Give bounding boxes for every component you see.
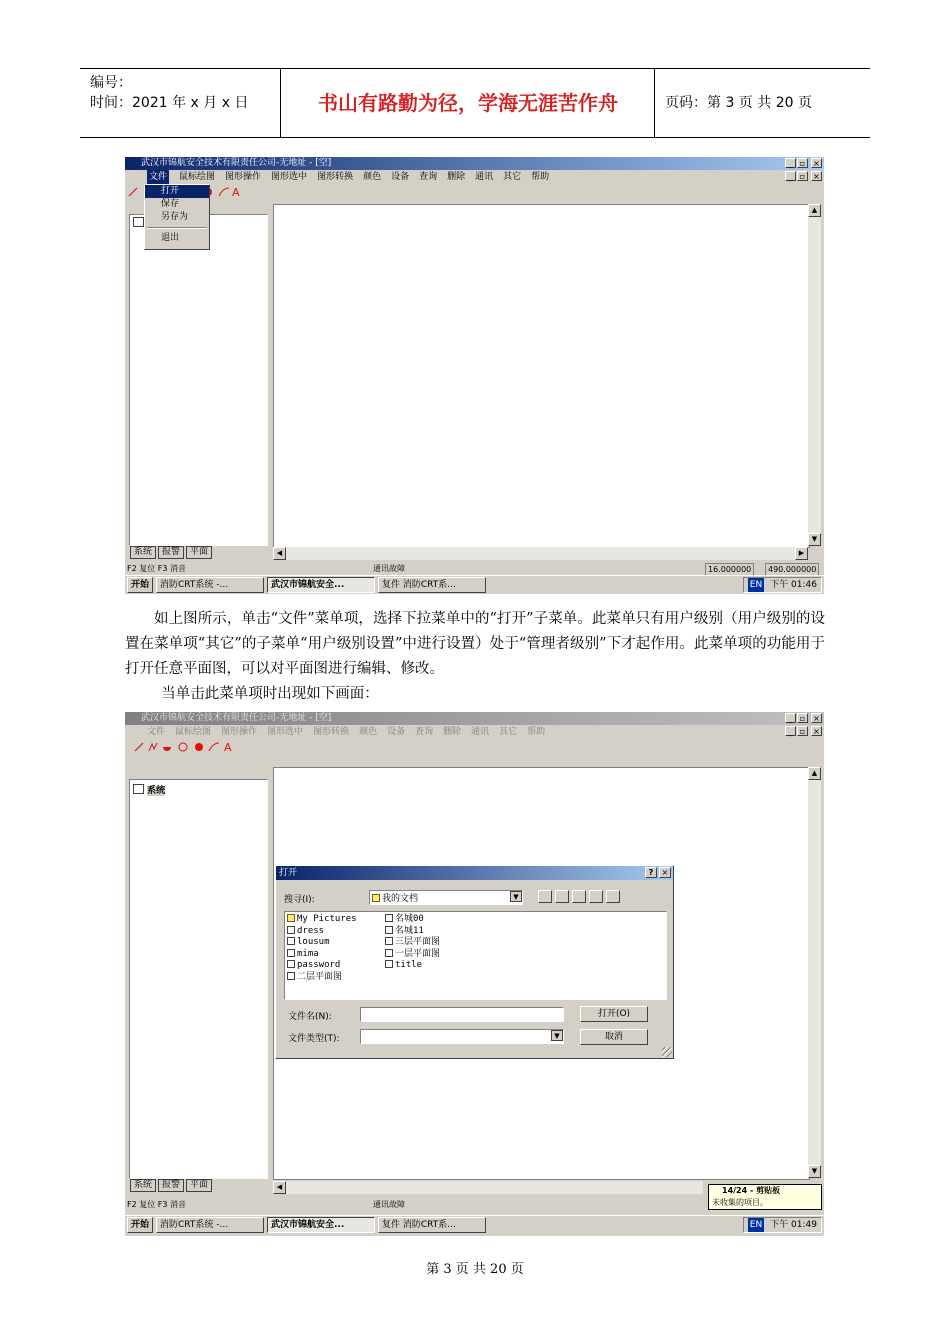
tree-panel	[129, 214, 268, 546]
image-file-icon	[385, 949, 393, 957]
file-column-2	[385, 914, 440, 972]
image-file-icon	[385, 960, 393, 968]
window-controls	[785, 713, 822, 723]
line-tool-icon[interactable]	[129, 188, 137, 196]
menu-item-exit[interactable]: 退出	[161, 233, 180, 243]
file-item[interactable]: title	[385, 960, 440, 972]
task-copy-crt[interactable]: 复件 消防CRT系...	[378, 1217, 486, 1233]
menu-shape-ops[interactable]: 图形操作	[225, 172, 262, 182]
page-header	[80, 68, 870, 138]
new-folder-icon[interactable]	[572, 890, 586, 903]
menu-separator	[147, 227, 207, 229]
restore-button[interactable]: ▫	[797, 158, 808, 168]
minimize-button[interactable]: _	[785, 713, 796, 723]
status-keys: F2 复位 F3 消音	[127, 564, 187, 573]
menu-color[interactable]: 颜色	[359, 727, 378, 737]
image-file-icon	[287, 972, 295, 980]
file-item[interactable]: dress	[287, 926, 357, 938]
task-crt[interactable]: 消防CRT系统 -...	[156, 577, 264, 593]
line-tool-icon[interactable]	[135, 743, 143, 751]
file-menu-dropdown	[144, 184, 210, 250]
open-button[interactable]: 打开(O)	[580, 1006, 648, 1022]
menu-other[interactable]: 其它	[499, 727, 518, 737]
horizontal-scrollbar[interactable]	[273, 547, 808, 560]
dialog-title: 打开	[276, 866, 673, 880]
dialog-toolbar	[538, 890, 620, 903]
text-tool-icon[interactable]: A	[232, 186, 240, 199]
help-button[interactable]: ?	[645, 867, 657, 878]
file-column-1	[287, 914, 357, 983]
arc-tool-icon[interactable]	[219, 188, 229, 196]
menu-item-save-as[interactable]: 另存为	[161, 212, 189, 222]
status-comm: 通讯故障	[373, 564, 405, 573]
draw-toolbar	[127, 739, 257, 755]
filetype-label: 文件类型(T):	[288, 1034, 340, 1044]
open-dialog	[275, 865, 674, 1059]
menu-item-open[interactable]: 打开	[145, 185, 209, 198]
window-title: 武汉市锦航安全技术有限责任公司-无地址 - [空]	[125, 157, 824, 170]
paragraph-1: 如上图所示，单击“文件”菜单项，选择下拉菜单中的“打开”子菜单。此菜单只有用户级别（用户级别的设置在菜单项“其它”的子菜单“用户级别设置”中进行设置）处于“管理者级别”下才起作用。此菜单项的功能用于打开任意平面图，可以对平面图进行编辑、修改。	[125, 611, 825, 677]
mdi-close-button[interactable]: ×	[811, 171, 822, 181]
clock: 下午 01:49	[770, 1220, 817, 1230]
lookin-label: 搜寻(I):	[284, 895, 315, 905]
coord-x: 16.000000	[705, 563, 754, 576]
task-crt[interactable]: 消防CRT系统 -...	[156, 1217, 264, 1233]
file-item[interactable]: lousum	[287, 937, 357, 949]
folder-icon	[372, 894, 380, 902]
tree-root-system[interactable]	[133, 783, 165, 796]
status-comm: 通讯故障	[373, 1200, 405, 1209]
task-wuhan[interactable]: 武汉市锦航安全...	[267, 1217, 375, 1233]
cancel-button[interactable]: 取消	[580, 1029, 648, 1045]
filled-circle-tool-icon[interactable]	[195, 743, 203, 751]
tab-plan[interactable]: 平面	[186, 546, 212, 559]
start-button[interactable]: 开始	[127, 1217, 153, 1233]
details-view-icon[interactable]	[606, 890, 620, 903]
restore-button[interactable]: ▫	[797, 713, 808, 723]
file-item[interactable]: password	[287, 960, 357, 972]
close-button[interactable]: ×	[811, 713, 822, 723]
status-bar	[125, 1199, 824, 1210]
mdi-restore-button[interactable]: ▫	[797, 171, 808, 181]
menu-item-save[interactable]: 保存	[161, 199, 180, 209]
mdi-controls	[785, 171, 822, 181]
menu-device[interactable]: 设备	[391, 172, 410, 182]
horizontal-scrollbar[interactable]	[273, 1181, 703, 1194]
polyline-tool-icon[interactable]	[149, 743, 157, 751]
sector-tool-icon[interactable]	[163, 747, 171, 751]
document-file-icon	[385, 926, 393, 934]
filetype-select[interactable]	[360, 1029, 564, 1044]
status-keys: F2 复位 F3 消音	[127, 1200, 187, 1209]
image-file-icon	[287, 937, 295, 945]
menu-shape-select[interactable]: 图形选中	[267, 727, 304, 737]
chevron-down-icon[interactable]: ▼	[551, 1030, 563, 1041]
taskbar	[125, 1215, 824, 1234]
tab-system[interactable]: 系统	[130, 546, 156, 559]
start-button[interactable]: 开始	[127, 577, 153, 593]
scroll-down-button[interactable]: ▼	[808, 1165, 821, 1178]
system-tray	[743, 1217, 822, 1233]
dialog-close-button[interactable]: ×	[659, 867, 671, 878]
list-view-icon[interactable]	[589, 890, 603, 903]
tab-alarm[interactable]: 报警	[158, 546, 184, 559]
file-item[interactable]: mima	[287, 949, 357, 961]
screenshot-1	[125, 157, 824, 594]
mdi-close-button[interactable]: ×	[811, 726, 822, 736]
image-file-icon	[287, 960, 295, 968]
desktop-icon[interactable]	[555, 890, 569, 903]
menu-comm[interactable]: 通讯	[471, 727, 490, 737]
mdi-controls	[785, 726, 822, 736]
page-footer: 第 3 页 共 20 页	[426, 1262, 524, 1277]
document-file-icon	[385, 914, 393, 922]
menu-file[interactable]: 文件	[149, 172, 168, 182]
menu-delete[interactable]: 删除	[447, 172, 466, 182]
file-item[interactable]: 三层平面图	[385, 937, 440, 949]
scroll-left-button[interactable]: ◀	[273, 547, 286, 560]
menu-file[interactable]: 文件	[147, 727, 166, 737]
tab-plan[interactable]: 平面	[186, 1179, 212, 1192]
vertical-scrollbar[interactable]	[808, 204, 821, 546]
file-item[interactable]: 二层平面图	[287, 972, 357, 984]
panel-tabs	[130, 546, 212, 559]
tree-icon	[133, 784, 144, 794]
window-title: 武汉市锦航安全技术有限责任公司-无地址 - [空]	[125, 712, 824, 725]
file-item[interactable]: 名城11	[385, 926, 440, 938]
system-tray	[743, 577, 822, 593]
file-item[interactable]: My Pictures	[287, 914, 357, 926]
ime-en-icon: EN	[749, 580, 763, 590]
menu-help[interactable]: 帮助	[531, 172, 550, 182]
taskbar	[125, 575, 824, 594]
scroll-right-button[interactable]: ▶	[795, 547, 808, 560]
file-item[interactable]: 名城00	[385, 914, 440, 926]
lookin-value: 我的文档	[382, 894, 419, 904]
menu-shape-convert[interactable]: 图形转换	[313, 727, 350, 737]
menu-comm[interactable]: 通讯	[475, 172, 494, 182]
task-wuhan[interactable]: 武汉市锦航安全...	[267, 577, 375, 593]
scroll-left-button[interactable]: ◀	[273, 1181, 286, 1194]
menu-color[interactable]: 颜色	[363, 172, 382, 182]
scroll-up-button[interactable]: ▲	[808, 767, 821, 780]
chevron-down-icon[interactable]: ▼	[510, 891, 522, 902]
tree-root-label: 系统	[147, 786, 166, 796]
header-meta	[80, 69, 281, 137]
menu-shape-select[interactable]: 图形选中	[271, 172, 308, 182]
mdi-minimize-button[interactable]: _	[785, 726, 796, 736]
file-item[interactable]: 一层平面图	[385, 949, 440, 961]
number-label: 编号：	[90, 75, 132, 91]
menu-query[interactable]: 查询	[415, 727, 434, 737]
menu-other[interactable]: 其它	[503, 172, 522, 182]
menu-help[interactable]: 帮助	[527, 727, 546, 737]
up-folder-icon[interactable]	[538, 890, 552, 903]
menu-mouse-draw[interactable]: 鼠标绘图	[179, 172, 216, 182]
clipboard-text: 未收集的项目。	[712, 1198, 768, 1207]
scroll-down-button[interactable]: ▼	[808, 533, 821, 546]
coord-y: 490.000000	[765, 563, 819, 576]
arc-tool-icon[interactable]	[209, 743, 219, 751]
image-file-icon	[287, 926, 295, 934]
image-file-icon	[385, 937, 393, 945]
time-label: 时间：2021 年 x 月 x 日	[90, 95, 249, 111]
minimize-button[interactable]: _	[785, 158, 796, 168]
file-list[interactable]	[284, 911, 667, 1000]
filename-input[interactable]	[360, 1007, 564, 1022]
menu-device[interactable]: 设备	[387, 727, 406, 737]
menu-bar	[125, 725, 824, 739]
tree-icon	[133, 217, 144, 227]
header-page-info: 页码：第 3 页 共 20 页	[665, 95, 812, 111]
tab-system[interactable]: 系统	[130, 1179, 156, 1192]
vertical-scrollbar[interactable]	[808, 767, 821, 1178]
drawing-canvas[interactable]	[273, 204, 810, 548]
menu-shape-convert[interactable]: 图形转换	[317, 172, 354, 182]
filename-label: 文件名(N):	[288, 1012, 332, 1022]
tab-alarm[interactable]: 报警	[158, 1179, 184, 1192]
document-file-icon	[287, 949, 295, 957]
screenshot-2	[125, 712, 824, 1236]
window-controls	[785, 158, 822, 168]
task-copy-crt[interactable]: 复件 消防CRT系...	[378, 577, 486, 593]
panel-tabs	[130, 1179, 212, 1192]
clock: 下午 01:46	[770, 580, 817, 590]
clipboard-title: 14/24 - 剪贴板	[722, 1186, 781, 1195]
ime-en-icon: EN	[749, 1220, 763, 1230]
mdi-restore-button[interactable]: ▫	[797, 726, 808, 736]
mdi-minimize-button[interactable]: _	[785, 171, 796, 181]
lookin-select[interactable]	[369, 890, 523, 905]
header-motto: 书山有路勤为径，学海无涯苦作舟	[282, 69, 655, 137]
close-button[interactable]: ×	[811, 158, 822, 168]
menu-delete[interactable]: 删除	[443, 727, 462, 737]
menu-query[interactable]: 查询	[419, 172, 438, 182]
status-bar	[125, 563, 824, 574]
menu-bar	[125, 170, 824, 184]
folder-icon	[287, 914, 295, 922]
menu-shape-ops[interactable]: 图形操作	[221, 727, 258, 737]
menu-mouse-draw[interactable]: 鼠标绘图	[175, 727, 212, 737]
tree-panel	[129, 779, 268, 1179]
circle-tool-icon[interactable]	[179, 743, 187, 751]
scroll-up-button[interactable]: ▲	[808, 204, 821, 217]
paragraph-2: 当单击此菜单项时出现如下画面：	[161, 686, 379, 702]
resize-grip[interactable]	[662, 1047, 672, 1057]
text-tool-icon[interactable]: A	[224, 741, 232, 754]
